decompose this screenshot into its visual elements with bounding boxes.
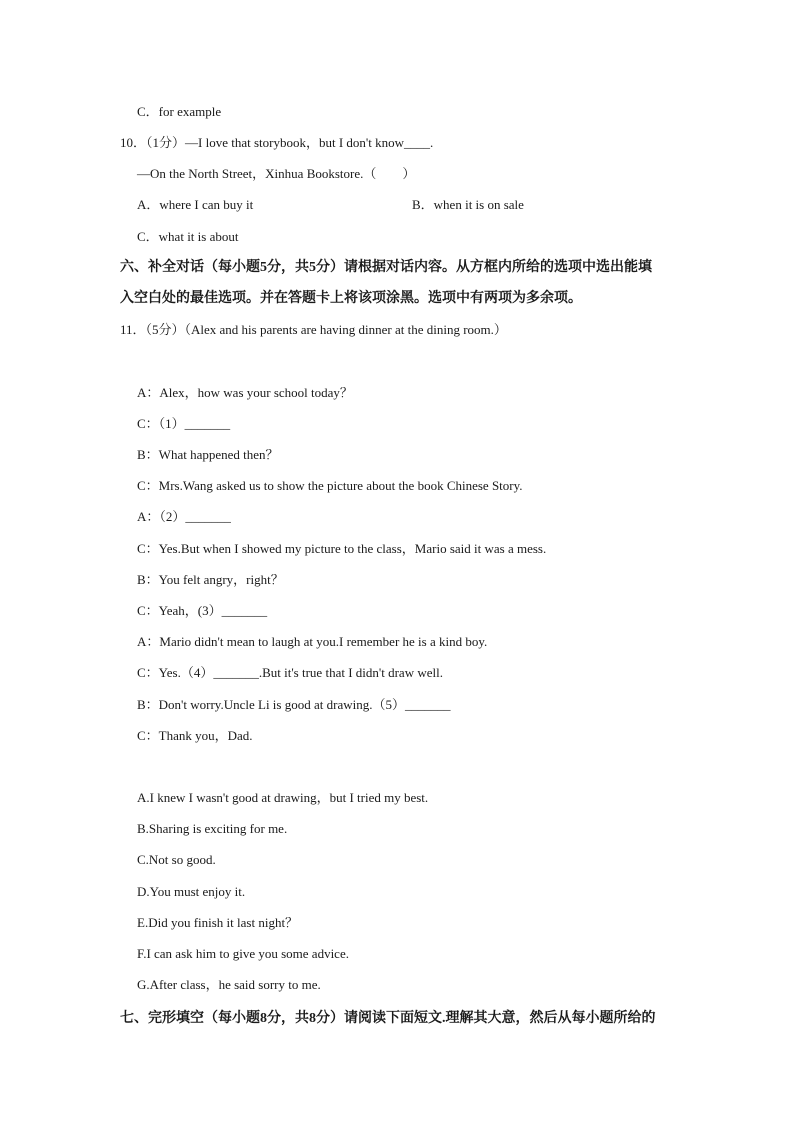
choice-item: C.Not so good. [137, 852, 216, 867]
dialogue-line: C：Yes.（4）_______.But it's true that I didn't draw well. [137, 665, 443, 680]
dialogue-line: A：Alex，how was your school today？ [137, 385, 353, 400]
dialogue-line: C：Mrs.Wang asked us to show the picture about the book Chinese Story. [137, 478, 523, 493]
dialogue-line: B：Don't worry.Uncle Li is good at drawing.（5）_______ [137, 697, 451, 712]
q11-stem: 11．（5分）（Alex and his parents are having dinner at the dining room.） [120, 322, 507, 337]
section6-title-line1: 六、补全对话（每小题5分，共5分）请根据对话内容。从方框内所给的选项中选出能填 [120, 260, 652, 275]
dialogue-line: C：Yeah，(3）_______ [137, 603, 268, 618]
choice-item: D.You must enjoy it. [137, 884, 246, 899]
choice-item: G.After class，he said sorry to me. [137, 977, 321, 992]
choice-item: B.Sharing is exciting for me. [137, 821, 288, 836]
choice-item: E.Did you finish it last night？ [137, 915, 299, 930]
dialogue-line: B：You felt angry，right？ [137, 572, 284, 587]
dialogue-line: B：What happened then？ [137, 447, 279, 462]
section6-title-line2: 入空白处的最佳选项。并在答题卡上将该项涂黑。选项中有两项为多余项。 [120, 291, 582, 306]
choice-item: A.I knew I wasn't good at drawing，but I tried my best. [137, 790, 429, 805]
section7-title-line1: 七、完形填空（每小题8分，共8分）请阅读下面短文.理解其大意，然后从每小题所给的 [120, 1011, 656, 1026]
q9-option-c: C．for example [137, 104, 222, 119]
q10-option-c: C．what it is about [137, 229, 239, 244]
q10-option-a: A．where I can buy it [137, 197, 254, 212]
q10-option-b: B．when it is on sale [412, 197, 524, 212]
dialogue-line: C：（1）_______ [137, 416, 231, 431]
dialogue-line: A：Mario didn't mean to laugh at you.I remember he is a kind boy. [137, 634, 488, 649]
q10-answer-line: —On the North Street，Xinhua Bookstore.（ ） [137, 166, 416, 181]
dialogue-line: A：（2）_______ [137, 509, 231, 524]
choice-item: F.I can ask him to give you some advice. [137, 946, 349, 961]
dialogue-line: C：Thank you，Dad. [137, 728, 253, 743]
q10-stem: 10．（1分）—I love that storybook，but I don't know____. [120, 135, 434, 150]
dialogue-line: C：Yes.But when I showed my picture to the class，Mario said it was a mess. [137, 541, 547, 556]
